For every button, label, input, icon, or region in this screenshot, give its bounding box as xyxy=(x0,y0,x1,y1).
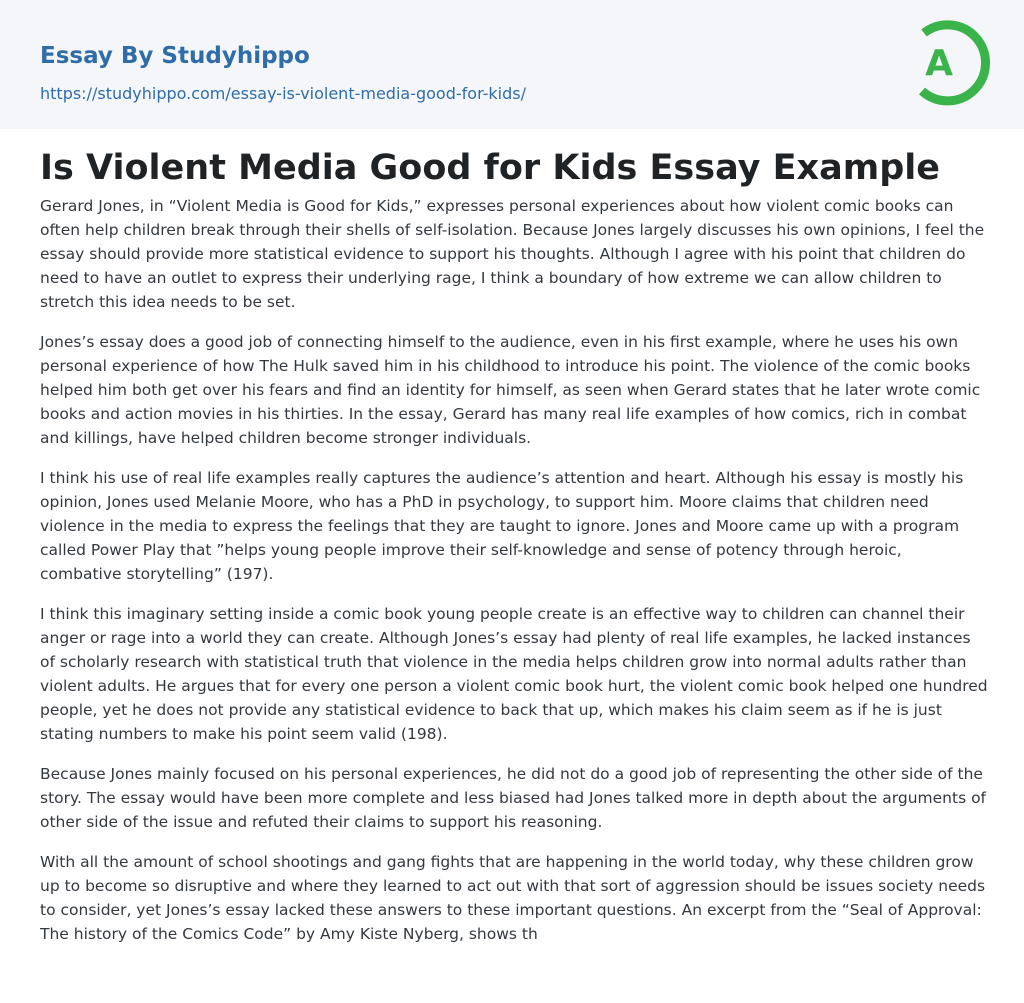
essay-paragraph: Jones’s essay does a good job of connecting himself to the audience, even in his first example, where he uses his own personal experience of how The Hulk saved him in his childhood to introduce his point. The violence of the comic books helped him both get over his fears and find an identity for himself, as seen when Gerard states that he later wrote comic books and action movies in his thirties. In the essay, Gerard has many real life examples of how comics, rich in combat and killings, have helped children become stronger individuals. xyxy=(40,333,981,447)
essay-paragraph: I think this imaginary setting inside a comic book young people create is an effective way to children can channel their anger or rage into a world they can create. Although Jones’s essay had plenty of real life examples, he lacked instances of scholarly research with statistical truth that violence in the media helps children grow into normal adults rather than violent adults. He argues that for every one person a violent comic book hurt, the violent comic book helped one hundred people, yet he does not provide any statistical evidence to back that up, which makes his claim seem as if he is just stating numbers to make his point seem valid (198). xyxy=(40,605,988,743)
page-title: Is Violent Media Good for Kids Essay Example xyxy=(40,148,940,188)
essay-paragraph: I think his use of real life examples really captures the audience’s attention and heart. Although his essay is mostly his opinion, Jones used Melanie Moore, who has a PhD in psychology, to support him. Moore claims that children need violence in the media to express the feelings that they are taught to ignore. Jones and Moore came up with a program called Power Play that ”helps young people improve their self-knowledge and sense of potency through heroic, combative storytelling” (197). xyxy=(40,469,964,583)
essay-body xyxy=(40,194,988,962)
essay-paragraph: With all the amount of school shootings and gang fights that are happening in the world today, why these children grow up to become so disruptive and where they learned to act out with that sort of aggression should be issues society needs to consider, yet Jones’s essay lacked these answers to these important questions. An excerpt from the “Seal of Approval: The history of the Comics Code” by Amy Kiste Nyberg, shows th xyxy=(40,853,986,943)
essay-paragraph: Because Jones mainly focused on his personal experiences, he did not do a good job of representing the other side of the story. The essay would have been more complete and less biased had Jones talked more in depth about the arguments of other side of the issue and refuted their claims to support his reasoning. xyxy=(40,765,987,831)
site-brand[interactable]: Essay By Studyhippo xyxy=(40,43,310,69)
essay-paragraph: Gerard Jones, in “Violent Media is Good for Kids,” expresses personal experiences about how violent comic books can often help children break through their shells of self-isolation. Because Jones largely discusses his own opinions, I feel the essay should provide more statistical evidence to support his thoughts. Although I agree with his point that children do need to have an outlet to express their underlying rage, I think a boundary of how extreme we can allow children to stretch this idea needs to be set. xyxy=(40,197,985,311)
logo-letter: A xyxy=(925,43,953,84)
page-url-link[interactable]: https://studyhippo.com/essay-is-violent-media-good-for-kids/ xyxy=(40,84,526,103)
